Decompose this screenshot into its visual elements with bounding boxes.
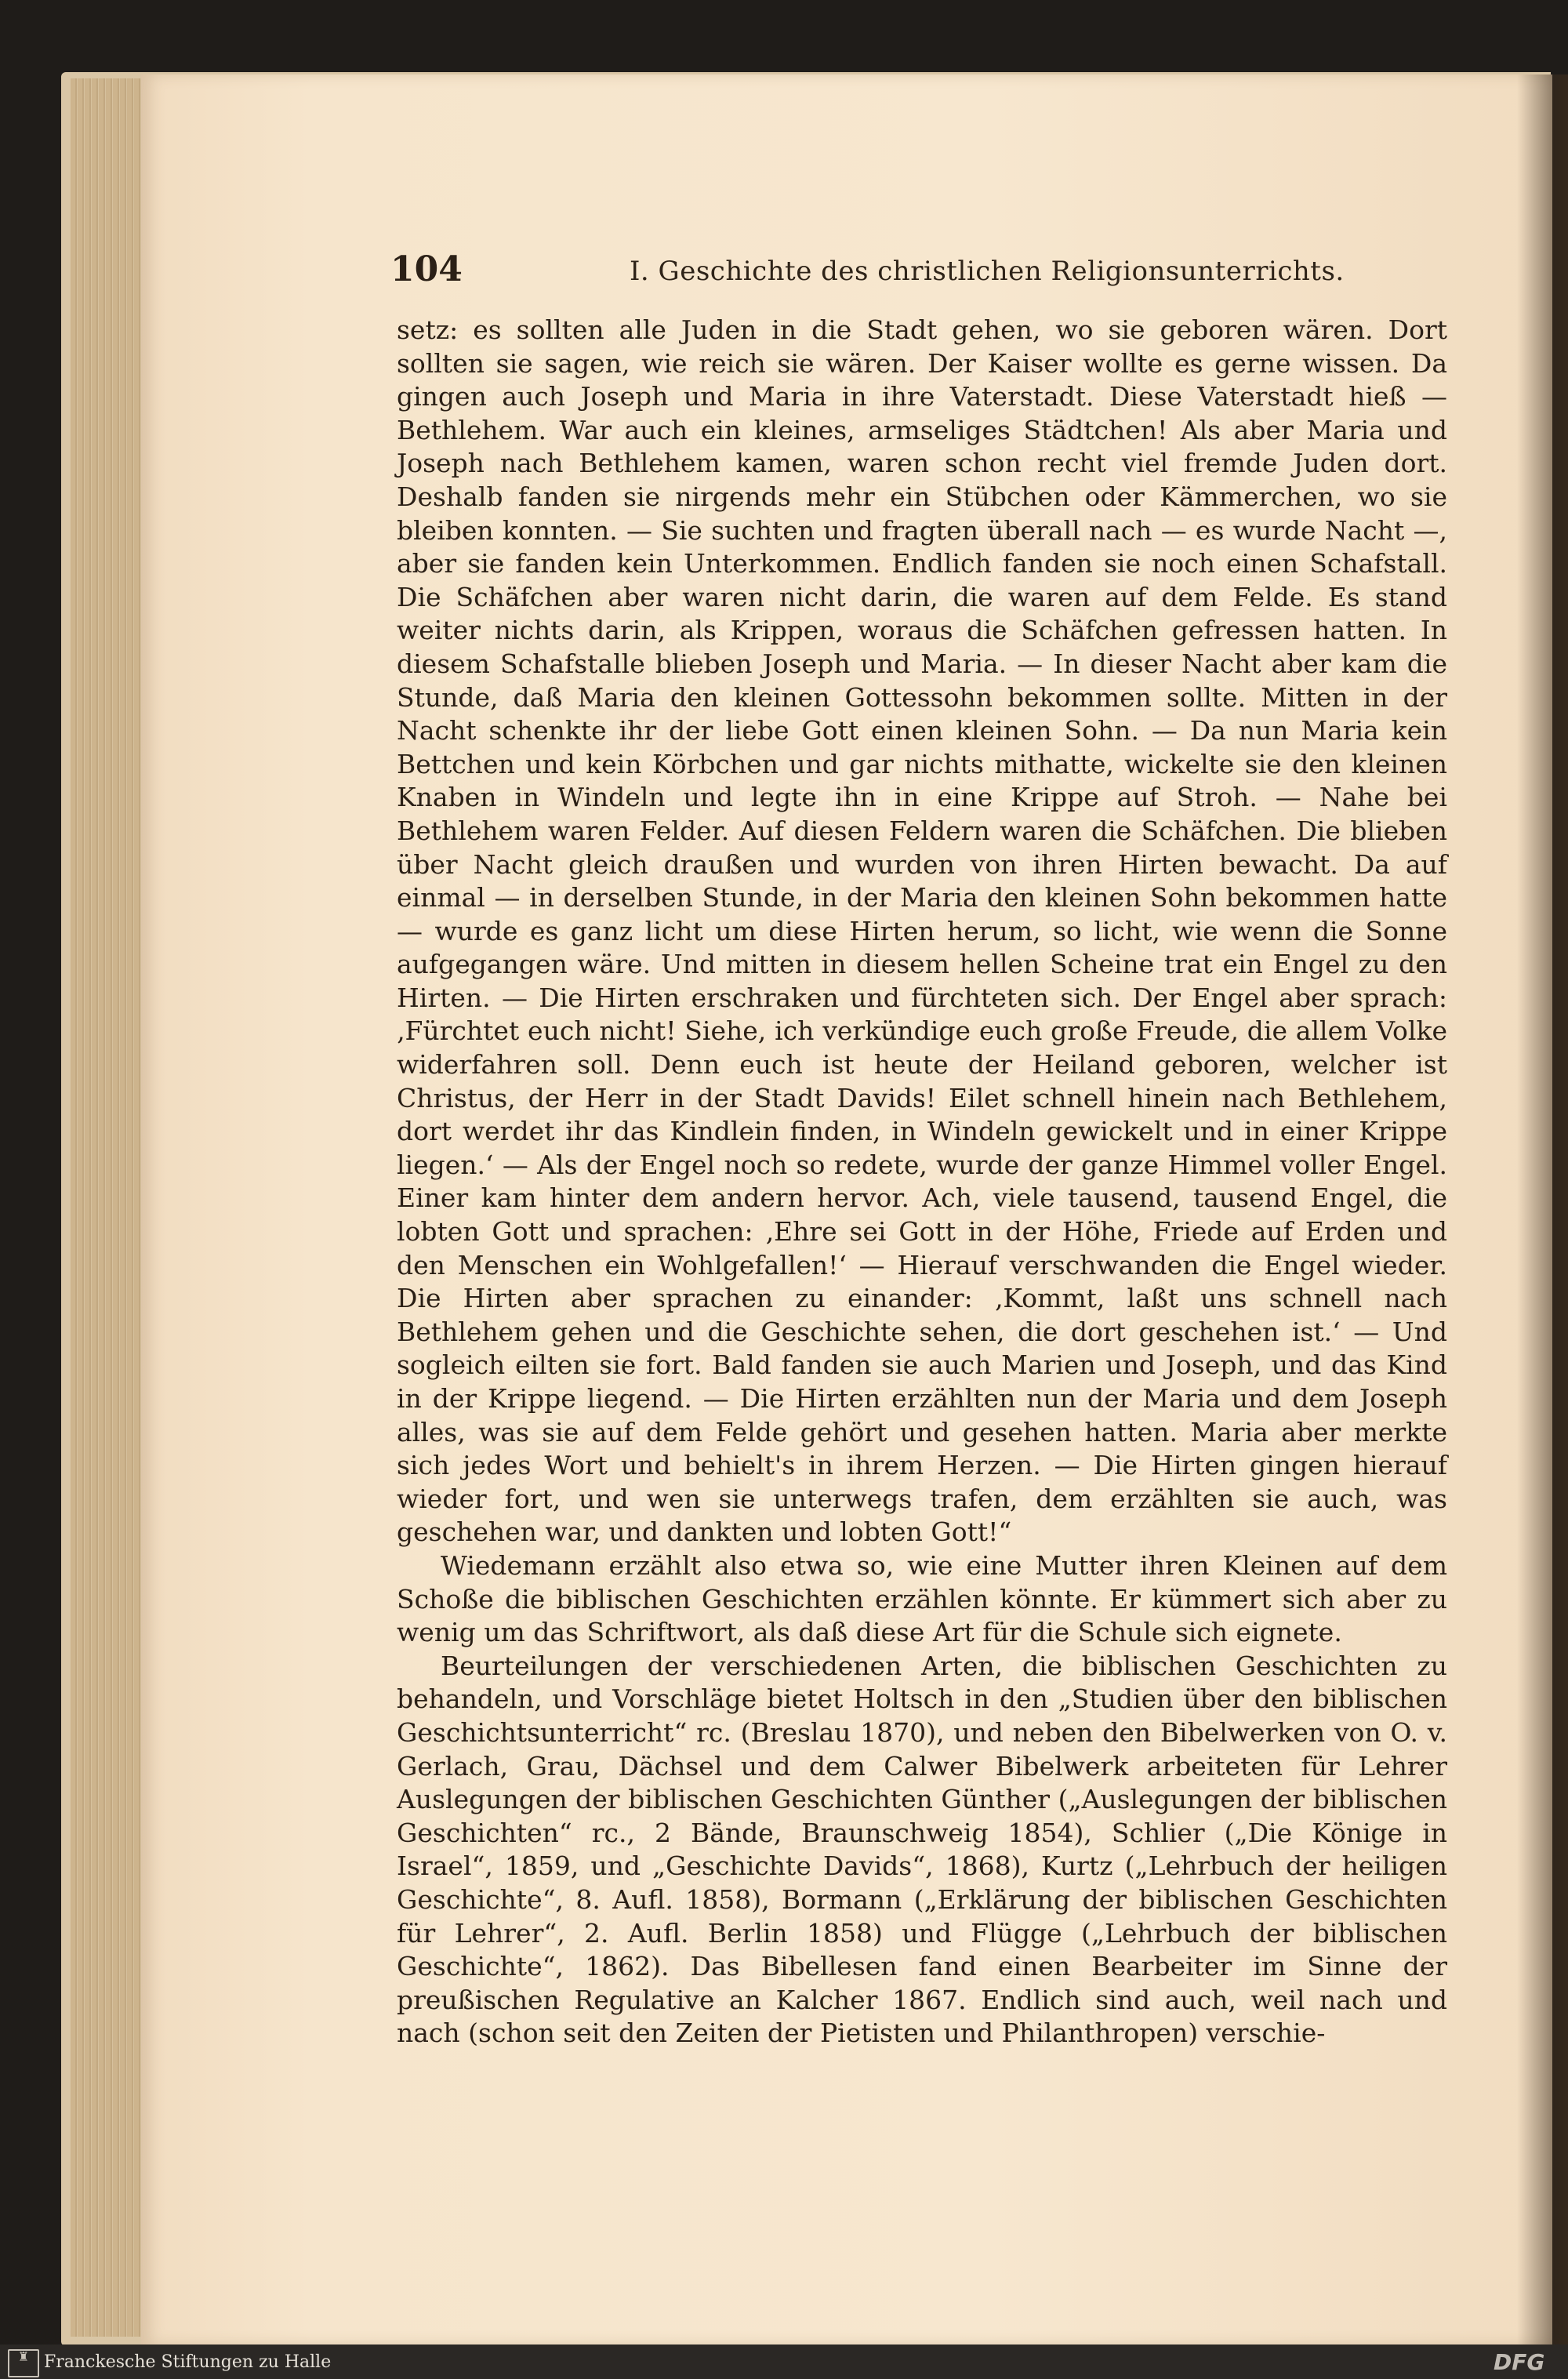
dfg-logo: DFG (1494, 2349, 1545, 2375)
logo-glyph-icon: ♜ (17, 2349, 30, 2364)
paragraph-2: Wiedemann erzählt also etwa so, wie eine Mutter ihren Kleinen auf dem Schoße die biblischen Geschichten erzählen könnte. Er kümmert sich aber zu wenig um das Schriftwort, als daß diese Art für die Schule sich eignete. (397, 1549, 1447, 1648)
running-title: I. Geschichte des christlichen Religionsunterrichts. (630, 256, 1345, 287)
page-number: 104 (390, 249, 463, 289)
paragraph-1: setz: es sollten alle Juden in die Stadt gehen, wo sie geboren wären. Dort sollten sie sagen, wie reich sie wären. Der Kaiser wollte es gerne wissen. Da gingen auch Joseph und Maria in ihre Vaterstadt. Diese Vaterstadt hieß — Bethlehem. War auch ein kleines, armseliges Städtchen! Als aber Maria und Joseph nach Bethlehem kamen, waren schon recht viel fremde Juden dort. Deshalb fanden sie nirgends mehr ein Stübchen oder Kämmerchen, wo sie bleiben konnten. — Sie suchten und fragten überall nach — es wurde Nacht —, aber sie fanden kein Unterkommen. Endlich fanden sie noch einen Schafstall. Die Schäfchen aber waren nicht darin, die waren auf dem Felde. Es stand weiter nichts darin, als Krippen, woraus die Schäfchen gefressen hatten. In diesem Schafstalle blieben Joseph und Maria. — In dieser Nacht aber kam die Stunde, daß Maria den kleinen Gottessohn bekommen sollte. Mitten in der Nacht schenkte ihr der liebe Gott einen kleinen Sohn. — Da nun Maria kein Bettchen und kein Körbchen und gar nichts mithatte, wickelte sie den kleinen Knaben in Windeln und legte ihn in eine Krippe auf Stroh. — Nahe bei Bethlehem waren Felder. Auf diesen Feldern waren die Schäfchen. Die blieben über Nacht gleich draußen und wurden von ihren Hirten bewacht. Da auf einmal — in derselben Stunde, in der Maria den kleinen Sohn bekommen hatte — wurde es ganz licht um diese Hirten herum, so licht, wie wenn die Sonne aufgegangen wäre. Und mitten in diesem hellen Scheine trat ein Engel zu den Hirten. — Die Hirten erschraken und fürchteten sich. Der Engel aber sprach: ‚Fürchtet euch nicht! Siehe, ich verkündige euch große Freude, die allem Volke widerfahren soll. Denn euch ist heute der Heiland geboren, welcher ist Christus, der Herr in der Stadt Davids! Eilet schnell hinein nach Bethlehem, dort werdet ihr das Kindlein finden, in Windeln gewickelt und in einer Krippe liegen.‘ — Als der Engel noch so redete, wurde der ganze Himmel voller Engel. Einer kam hinter dem andern hervor. Ach, viele tausend, tausend Engel, die lobten Gott und sprachen: ‚Ehre sei Gott in der Höhe, Friede auf Erden und den Menschen ein Wohlgefallen!‘ — Hierauf verschwanden die Engel wieder. Die Hirten aber sprachen zu einander: ‚Kommt, laßt uns schnell nach Bethlehem gehen und die Geschichte sehen, die dort geschehen ist.‘ — Und sogleich eilten sie fort. Bald fanden sie auch Marien und Joseph, und das Kind in der Krippe liegend. — Die Hirten erzählten nun der Maria und dem Joseph alles, was sie auf dem Felde gehört und gesehen hatten. Maria aber merkte sich jedes Wort und behielt's in ihrem Herzen. — Die Hirten gingen hierauf wieder fort, und wen sie unterwegs trafen, dem erzählten sie auch, was geschehen war, und dankten und lobten Gott!“ (397, 314, 1447, 1548)
paragraph-3: Beurteilungen der verschiedenen Arten, die biblischen Geschichten zu behandeln, und Vorschläge bietet Holtsch in den „Studien über den biblischen Geschichtsunterricht“ rc. (Breslau 1870), und neben den Bibelwerken von O. v. Gerlach, Grau, Dächsel und dem Calwer Bibelwerk arbeiteten für Lehrer Auslegungen der biblischen Geschichten Günther („Auslegungen der biblischen Geschichten“ rc., 2 Bände, Braunschweig 1854), Schlier („Die Könige in Israel“, 1859, und „Geschichte Davids“, 1868), Kurtz („Lehrbuch der heiligen Geschichte“, 8. Aufl. 1858), Bormann („Erklärung der biblischen Geschichten für Lehrer“, 2. Aufl. Berlin 1858) und Flügge („Lehrbuch der biblischen Geschichte“, 1862). Das Bibellesen fand einen Bearbeiter im Sinne der preußischen Regulative an Kalcher 1867. Endlich sind auch, weil nach und nach (schon seit den Zeiten der Pietisten und Philanthropen) verschie- (397, 1650, 1447, 2049)
page-header (390, 249, 1446, 296)
footer-bar (0, 2344, 1568, 2379)
institution-logo (8, 2349, 39, 2377)
institution-name: Franckesche Stiftungen zu Halle (44, 2352, 332, 2372)
gutter-shadow (1517, 74, 1568, 2344)
body-text (397, 314, 1447, 2049)
